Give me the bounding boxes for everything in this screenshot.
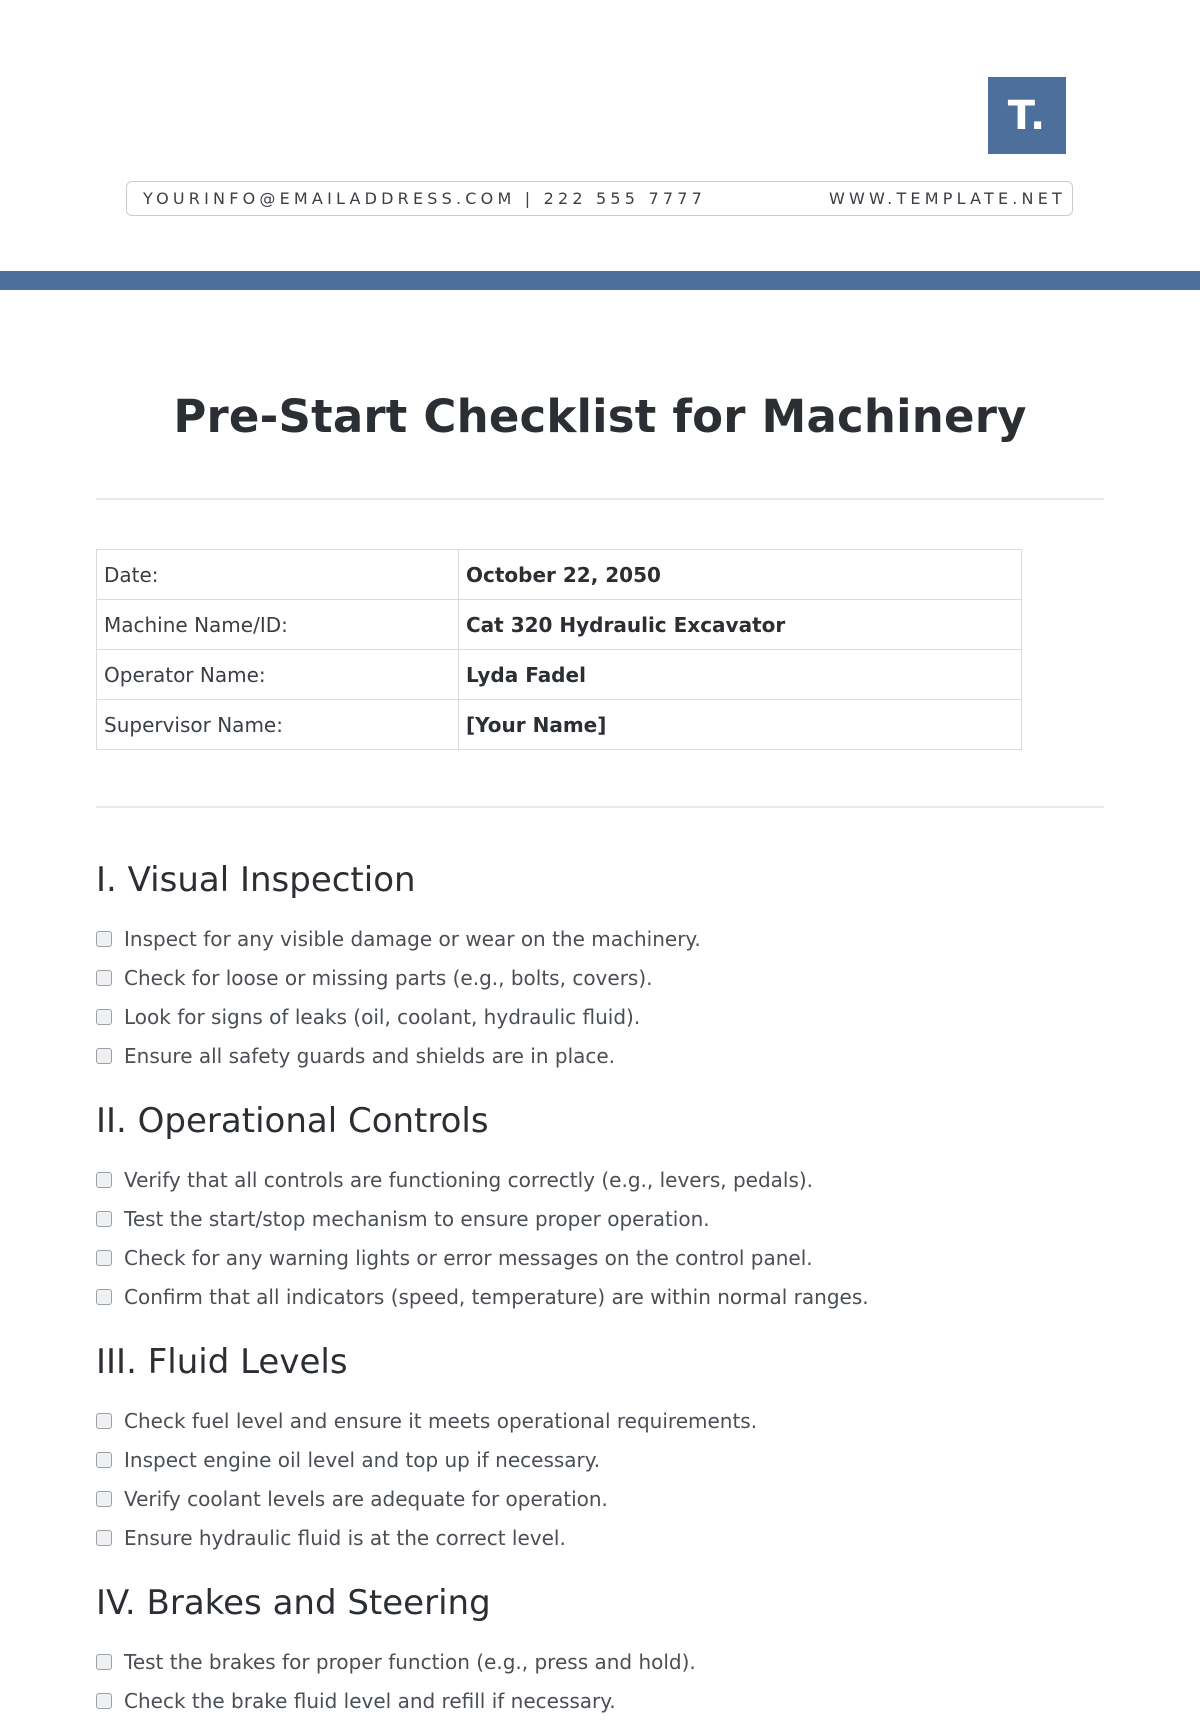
checklist-item-text: Confirm that all indicators (speed, temperature) are within normal ranges. xyxy=(124,1284,869,1309)
info-value: Cat 320 Hydraulic Excavator xyxy=(459,600,1022,650)
contact-bar xyxy=(126,181,1073,216)
checklist-item xyxy=(96,958,1104,997)
checkbox[interactable] xyxy=(96,1048,112,1064)
checklist-item-text: Check for any warning lights or error messages on the control panel. xyxy=(124,1245,813,1270)
section-brakes-steering xyxy=(96,1580,1104,1720)
info-label: Supervisor Name: xyxy=(97,700,459,750)
checkbox[interactable] xyxy=(96,1009,112,1025)
checklist-item xyxy=(96,919,1104,958)
checklist-item xyxy=(96,1199,1104,1238)
section-fluid-levels xyxy=(96,1339,1104,1557)
section-heading: I. Visual Inspection xyxy=(96,860,416,900)
checklist-item xyxy=(96,1518,1104,1557)
page-title: Pre-Start Checklist for Machinery xyxy=(173,390,1027,443)
checklist xyxy=(96,1160,1104,1316)
contact-website[interactable]: WWW.TEMPLATE.NET xyxy=(828,189,1066,208)
section-visual-inspection xyxy=(96,857,1104,1075)
info-label: Operator Name: xyxy=(97,650,459,700)
info-row-machine xyxy=(97,600,1022,650)
checkbox[interactable] xyxy=(96,931,112,947)
section-heading: II. Operational Controls xyxy=(96,1101,489,1141)
checklist xyxy=(96,1642,1104,1720)
checkbox[interactable] xyxy=(96,1491,112,1507)
info-row-supervisor xyxy=(97,700,1022,750)
divider xyxy=(96,806,1104,808)
checklist-item xyxy=(96,1277,1104,1316)
section-heading: IV. Brakes and Steering xyxy=(96,1583,491,1623)
checkbox[interactable] xyxy=(96,970,112,986)
checklist-item-text: Test the brakes for proper function (e.g., press and hold). xyxy=(124,1649,696,1674)
checklist-item-text: Look for signs of leaks (oil, coolant, hydraulic fluid). xyxy=(124,1004,641,1029)
section-operational-controls xyxy=(96,1098,1104,1316)
checklist-item-text: Test the start/stop mechanism to ensure proper operation. xyxy=(124,1206,710,1231)
checklist xyxy=(96,919,1104,1075)
checkbox[interactable] xyxy=(96,1211,112,1227)
checklist-item-text: Ensure hydraulic fluid is at the correct level. xyxy=(124,1525,566,1550)
checklist-item xyxy=(96,1642,1104,1681)
info-row-date xyxy=(97,550,1022,600)
checklist-item-text: Inspect for any visible damage or wear on the machinery. xyxy=(124,926,701,951)
info-value: October 22, 2050 xyxy=(459,550,1022,600)
checklist-item-text: Ensure all safety guards and shields are in place. xyxy=(124,1043,616,1068)
checklist-item-text: Check the brake fluid level and refill if necessary. xyxy=(124,1688,616,1713)
checkbox[interactable] xyxy=(96,1413,112,1429)
checkbox[interactable] xyxy=(96,1250,112,1266)
checklist-item-text: Verify coolant levels are adequate for operation. xyxy=(124,1486,608,1511)
checklist-item xyxy=(96,1036,1104,1075)
checklist-item-text: Check for loose or missing parts (e.g., bolts, covers). xyxy=(124,965,653,990)
info-value: [Your Name] xyxy=(459,700,1022,750)
checkbox[interactable] xyxy=(96,1172,112,1188)
section-heading: III. Fluid Levels xyxy=(96,1342,348,1382)
checklist-item xyxy=(96,1440,1104,1479)
checkbox[interactable] xyxy=(96,1530,112,1546)
info-value: Lyda Fadel xyxy=(459,650,1022,700)
divider xyxy=(96,498,1104,500)
checklist-item-text: Inspect engine oil level and top up if necessary. xyxy=(124,1447,601,1472)
checklist-item xyxy=(96,997,1104,1036)
checkbox[interactable] xyxy=(96,1452,112,1468)
checkbox[interactable] xyxy=(96,1654,112,1670)
company-logo: T. xyxy=(988,77,1066,154)
checklist xyxy=(96,1401,1104,1557)
checklist-item-text: Check fuel level and ensure it meets operational requirements. xyxy=(124,1408,758,1433)
header-band xyxy=(0,271,1200,290)
info-row-operator xyxy=(97,650,1022,700)
checklist-item-text: Verify that all controls are functioning correctly (e.g., levers, pedals). xyxy=(124,1167,814,1192)
info-table xyxy=(96,549,1022,750)
contact-email-phone: YOURINFO@EMAILADDRESS.COM | 222 555 7777 xyxy=(143,189,706,208)
checklist-item xyxy=(96,1401,1104,1440)
checklist-item xyxy=(96,1479,1104,1518)
checkbox[interactable] xyxy=(96,1289,112,1305)
checklist-item xyxy=(96,1160,1104,1199)
checklist-item xyxy=(96,1238,1104,1277)
info-label: Machine Name/ID: xyxy=(97,600,459,650)
info-label: Date: xyxy=(97,550,459,600)
